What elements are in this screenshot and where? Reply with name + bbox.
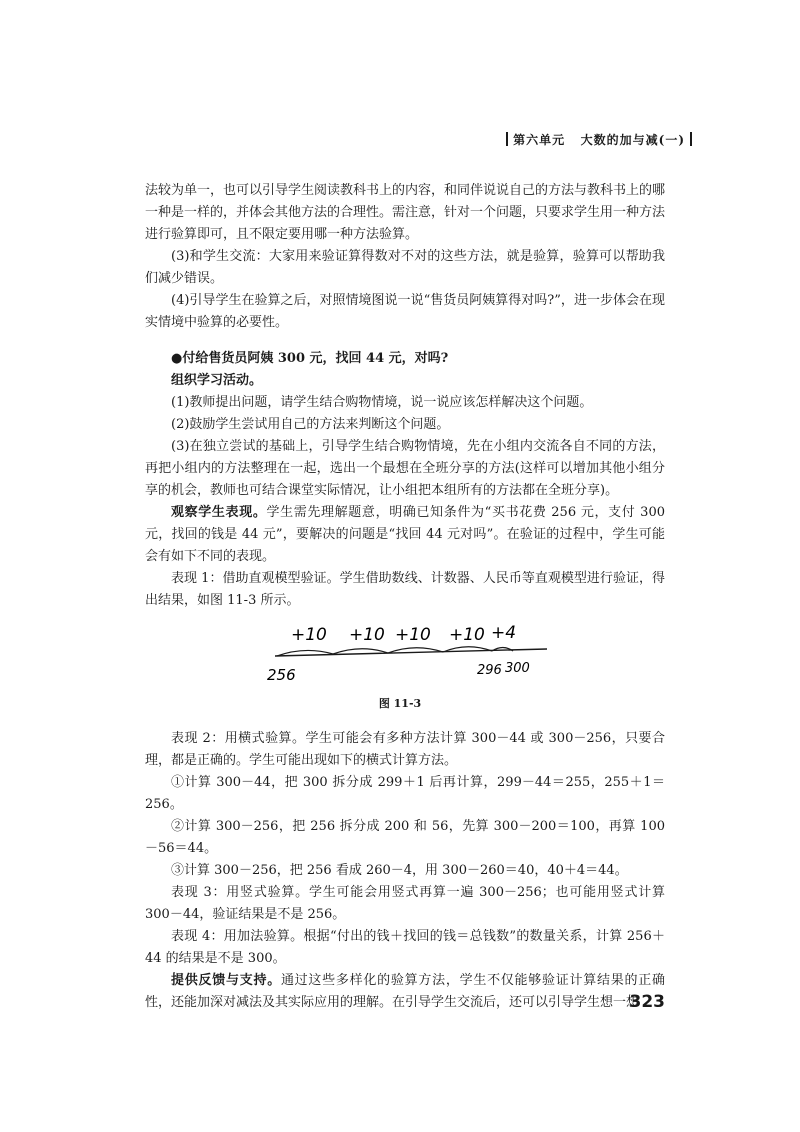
jump-label: +10 xyxy=(395,625,431,645)
performance-2: 表现 2：用横式验算。学生可能会有多种方法计算 300－44 或 300－256，只要合理，都是正确的。学生可能出现如下的横式计算方法。 xyxy=(145,731,665,768)
paragraph-step-4: (4)引导学生在验算之后，对照情境图说一说“售货员阿姨算得对吗?”，进一步体会在现实情境中验算的必要性。 xyxy=(145,293,665,330)
observe-lead: 观察学生表现。 xyxy=(171,505,267,520)
jump-label: +10 xyxy=(291,625,327,645)
feedback-lead: 提供反馈与支持。 xyxy=(171,973,281,988)
running-header xyxy=(501,131,697,148)
performance-3: 表现 3：用竖式验算。学生可能会用竖式再算一遍 300－256；也可能用竖式计算 300－44，验证结果是不是 256。 xyxy=(145,885,665,922)
header-bar-right xyxy=(690,132,692,146)
figure-caption: 图 11-3 xyxy=(378,697,422,710)
feedback-paragraph xyxy=(145,970,665,1014)
header-bar-left xyxy=(506,132,508,146)
page-number: 323 xyxy=(629,992,665,1012)
performance-4: 表现 4：用加法验算。根据“付出的钱＋找回的钱＝总钱数”的数量关系，计算 256＋44 的结果是不是 300。 xyxy=(145,929,665,966)
method-2: ②计算 300－256，把 256 拆分成 200 和 56，先算 300－200＝100，再算 100－56＝44。 xyxy=(145,819,665,856)
verification-paragraphs xyxy=(145,728,665,1014)
activity-item-2: (2)鼓励学生尝试用自己的方法来判断这个问题。 xyxy=(171,417,450,432)
end-label: 296 xyxy=(477,663,502,678)
header-title: 大数的加与减(一) xyxy=(580,133,685,147)
number-line-figure xyxy=(255,618,555,690)
number-line xyxy=(275,649,547,656)
feedback-text: 通过这些多样化的验算方法，学生不仅能够验证计算结果的正确性，还能加深对减法及其实际应用的理解。在引导学生交流后，还可以引导学生想一想 xyxy=(145,973,665,1010)
method-1: ①计算 300－44，把 300 拆分成 299＋1 后再计算，299－44＝255，255＋1＝256。 xyxy=(145,775,665,812)
performance-1: 表现 1：借助直观模型验证。学生借助数线、计数器、人民币等直观模型进行验证，得出结果，如图 11-3 所示。 xyxy=(145,571,665,608)
observe-text: 学生需先理解题意，明确已知条件为“买书花费 256 元，支付 300 元，找回的钱是 44 元”，要解决的问题是“找回 44 元对吗”。在验证的过程中，学生可能会有如下不同的表现。 xyxy=(145,505,665,564)
end-label: 300 xyxy=(505,661,530,676)
jump-label: +10 xyxy=(349,625,385,645)
method-3: ③计算 300－256，把 256 看成 260－4，用 300－260＝40，40＋4＝44。 xyxy=(171,863,628,878)
section-shop-change xyxy=(145,348,665,612)
activity-heading: 组织学习活动。 xyxy=(171,373,263,388)
header-unit: 第六单元 xyxy=(513,133,566,147)
section-heading: ●付给售货员阿姨 300 元，找回 44 元，对吗? xyxy=(171,351,449,366)
activity-item-1: (1)教师提出问题，请学生结合购物情境，说一说应该怎样解决这个问题。 xyxy=(171,395,593,410)
paragraph-step-3: (3)和学生交流：大家用来验证算得数对不对的这些方法，就是验算，验算可以帮助我们减少错误。 xyxy=(145,249,665,286)
activity-item-3: (3)在独立尝试的基础上，引导学生结合购物情境，先在小组内交流各自不同的方法，再把小组内的方法整理在一起，选出一个最想在全班分享的方法(这样可以增加其他小组分享的机会，教师也可结合课堂实际情况，让小组把本组所有的方法都在全班分享)。 xyxy=(145,439,665,498)
jump-label: +4 xyxy=(491,623,517,643)
observe-paragraph xyxy=(145,502,665,568)
jump-label: +10 xyxy=(449,625,485,645)
paragraph-continuation: 法较为单一，也可以引导学生阅读教科书上的内容，和同伴说说自己的方法与教科书上的哪一种是一样的，并体会其他方法的合理性。需注意，针对一个问题，只要求学生用一种方法进行验算即可，且不限定要用哪一种方法验算。 xyxy=(145,183,666,242)
intro-paragraphs xyxy=(145,180,665,334)
start-label: 256 xyxy=(267,666,296,684)
